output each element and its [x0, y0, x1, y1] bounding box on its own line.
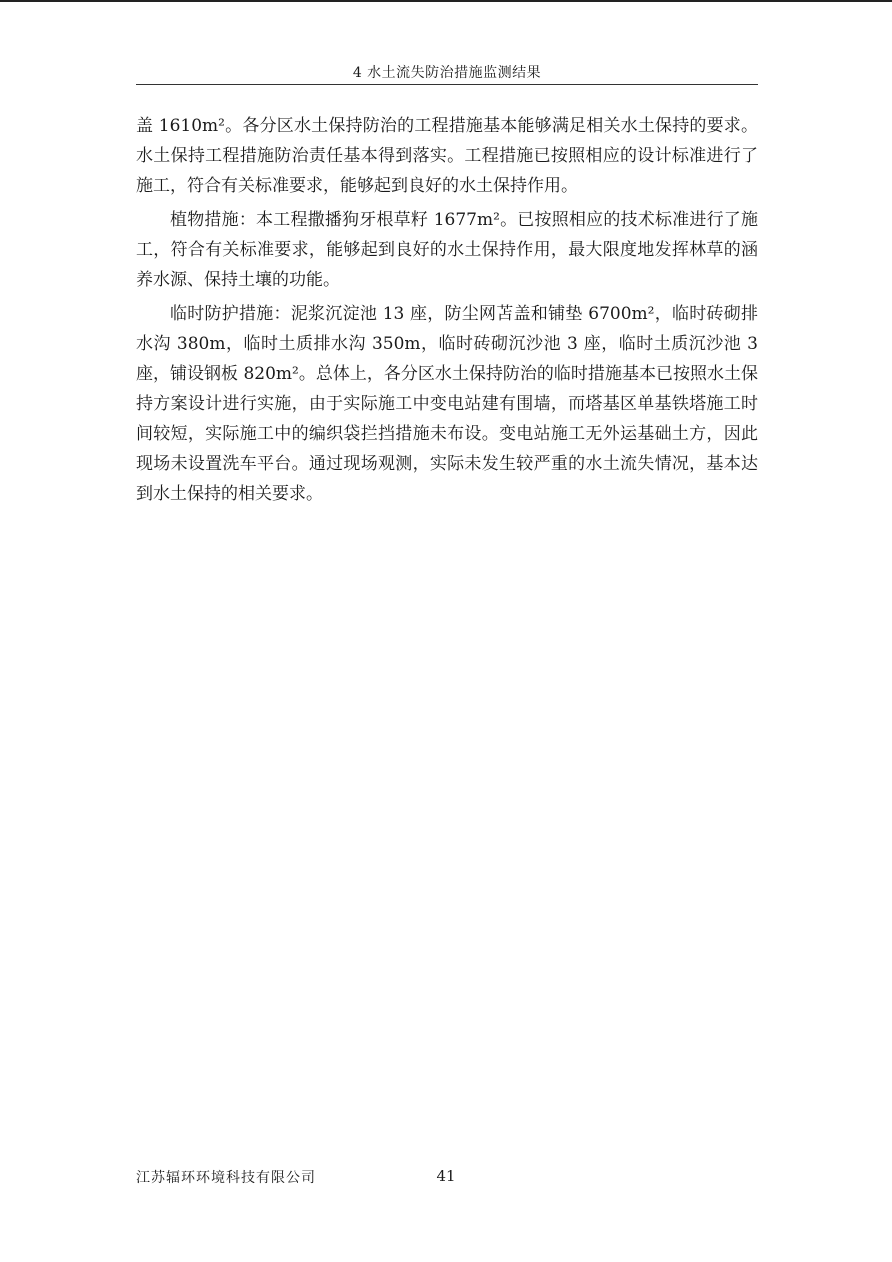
- header-rule: [136, 84, 758, 85]
- page-top-border: [0, 0, 892, 2]
- footer-company: 江苏辐环环境科技有限公司: [136, 1170, 316, 1186]
- paragraph-engineering-measures: 盖 1610m²。各分区水土保持防治的工程措施基本能够满足相关水土保持的要求。水土保持工程措施防治责任基本得到落实。工程措施已按照相应的设计标准进行了施工，符合有关标准要求，能够起到良好的水土保持作用。: [136, 116, 758, 196]
- paragraph-temporary-measures: 临时防护措施：泥浆沉淀池 13 座，防尘网苫盖和铺垫 6700m²，临时砖砌排水沟 380m，临时土质排水沟 350m，临时砖砌沉沙池 3 座，临时土质沉沙池 3 座，铺设钢板 820m²。总体上，各分区水土保持防治的临时措施基本已按照水土保持方案设计进行实施，由于实际施工中变电站建有围墙，而塔基区单基铁塔施工时间较短，实际施工中的编织袋拦挡措施未布设。变电站施工无外运基础土方，因此现场未设置洗车平台。通过现场观测，实际未发生较严重的水土流失情况，基本达到水土保持的相关要求。: [136, 304, 758, 504]
- paragraph-plant-measures: 植物措施：本工程撒播狗牙根草籽 1677m²。已按照相应的技术标准进行了施工，符合有关标准要求，能够起到良好的水土保持作用，最大限度地发挥林草的涵养水源、保持土壤的功能。: [136, 210, 758, 290]
- body-text: [136, 111, 758, 513]
- running-header: 4 水土流失防治措施监测结果: [352, 65, 542, 81]
- page-number: 41: [436, 1167, 456, 1185]
